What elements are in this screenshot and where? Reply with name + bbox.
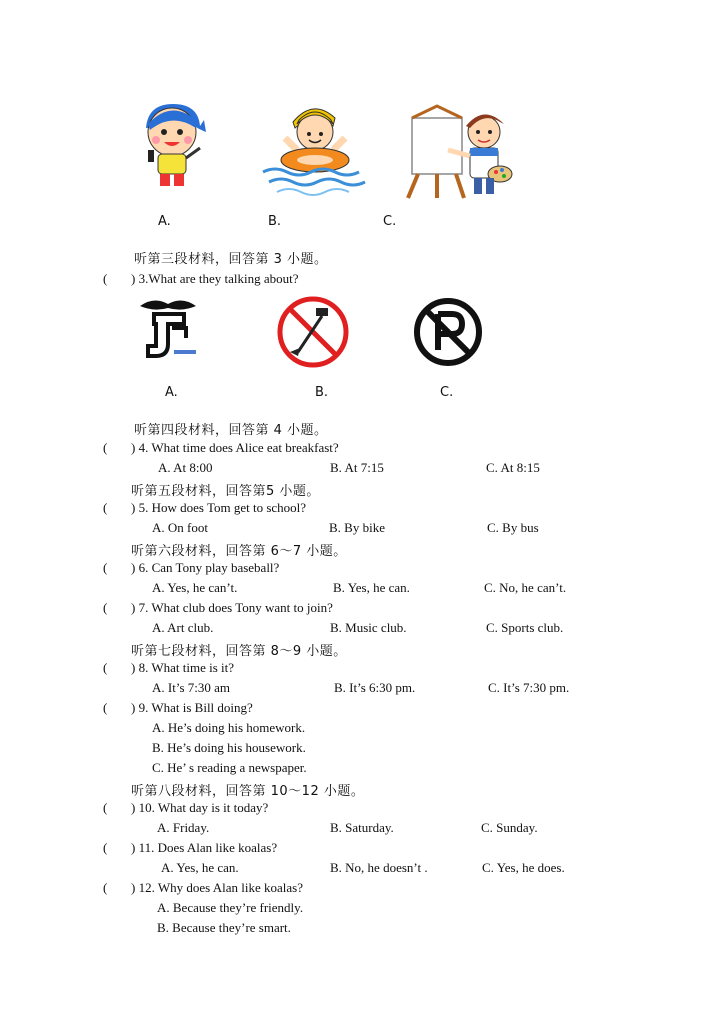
q6-option-c: C. No, he can’t. [484, 580, 567, 595]
q11-option-a: A. Yes, he can. [161, 860, 239, 875]
option-a-label: A. [158, 214, 171, 229]
q10-option-c: C. Sunday. [481, 820, 538, 835]
q5-option-a: A. On foot [152, 520, 208, 535]
q5-option-c: C. By bus [487, 520, 539, 535]
q9-option-b: B. He’s doing his housework. [152, 740, 306, 755]
q7-question: ) 7. What club does Tony want to join? [131, 600, 333, 615]
no-selfie-stick-sign [276, 296, 350, 368]
q6-paren-open: ( [103, 560, 108, 575]
q10-option-a: A. Friday. [157, 820, 210, 835]
q4-option-b: B. At 7:15 [330, 460, 384, 475]
section-4-heading: 听第四段材料，回答第 4 小题。 [134, 423, 328, 438]
sign-option-c-label: C. [440, 385, 454, 400]
q10-paren-open: ( [103, 800, 108, 815]
q11-paren-open: ( [103, 840, 108, 855]
q7-option-c: C. Sports club. [486, 620, 564, 635]
q6-option-b: B. Yes, he can. [333, 580, 410, 595]
painting-kid-picture [404, 102, 512, 198]
singing-kid-picture [138, 98, 208, 190]
q3-question: ) 3.What are they talking about? [131, 271, 299, 286]
q7-paren-open: ( [103, 600, 108, 615]
q4-paren-open: ( [103, 440, 108, 455]
q12-question: ) 12. Why does Alan like koalas? [131, 880, 303, 895]
q12-paren-open: ( [103, 880, 108, 895]
section-3-heading: 听第三段材料，回答第 3 小题。 [134, 252, 328, 267]
section-6-heading: 听第六段材料，回答第 6～7 小题。 [131, 544, 347, 559]
q11-question: ) 11. Does Alan like koalas? [131, 840, 278, 855]
q11-option-c: C. Yes, he does. [482, 860, 565, 875]
q5-option-b: B. By bike [329, 520, 385, 535]
section-7-heading: 听第七段材料，回答第 8～9 小题。 [131, 644, 347, 659]
q9-paren-open: ( [103, 700, 108, 715]
sign-option-b-label: B. [315, 385, 329, 400]
q4-option-c: C. At 8:15 [486, 460, 540, 475]
option-b-label: B. [268, 214, 282, 229]
q10-option-b: B. Saturday. [330, 820, 394, 835]
q12-option-a: A. Because they’re friendly. [157, 900, 304, 915]
no-parking-sign [412, 296, 484, 368]
q6-question: ) 6. Can Tony play baseball? [131, 560, 280, 575]
q8-paren-open: ( [103, 660, 108, 675]
section-8-heading: 听第八段材料，回答第 10～12 小题。 [131, 784, 365, 799]
q9-option-c: C. He’ s reading a newspaper. [152, 760, 307, 775]
q8-option-c: C. It’s 7:30 pm. [488, 680, 570, 695]
q4-option-a: A. At 8:00 [158, 460, 213, 475]
q8-option-a: A. It’s 7:30 am [152, 680, 230, 695]
q4-question: ) 4. What time does Alice eat breakfast? [131, 440, 339, 455]
q3-paren-open: ( [103, 271, 108, 286]
q8-question: ) 8. What time is it? [131, 660, 235, 675]
q12-option-b: B. Because they’re smart. [157, 920, 291, 935]
q6-option-a: A. Yes, he can’t. [152, 580, 238, 595]
q7-option-b: B. Music club. [330, 620, 407, 635]
section-5-heading: 听第五段材料，回答第5 小题。 [131, 484, 320, 499]
q7-option-a: A. Art club. [152, 620, 214, 635]
option-c-label: C. [383, 214, 397, 229]
q11-option-b: B. No, he doesn’t . [330, 860, 428, 875]
q10-question: ) 10. What day is it today? [131, 800, 269, 815]
q5-paren-open: ( [103, 500, 108, 515]
sign-option-a-label: A. [165, 385, 178, 400]
q9-question: ) 9. What is Bill doing? [131, 700, 253, 715]
swimming-kid-picture [263, 98, 365, 196]
q8-option-b: B. It’s 6:30 pm. [334, 680, 416, 695]
q9-option-a: A. He’s doing his homework. [152, 720, 306, 735]
q5-question: ) 5. How does Tom get to school? [131, 500, 307, 515]
js-logo-sign-picture [138, 294, 200, 360]
